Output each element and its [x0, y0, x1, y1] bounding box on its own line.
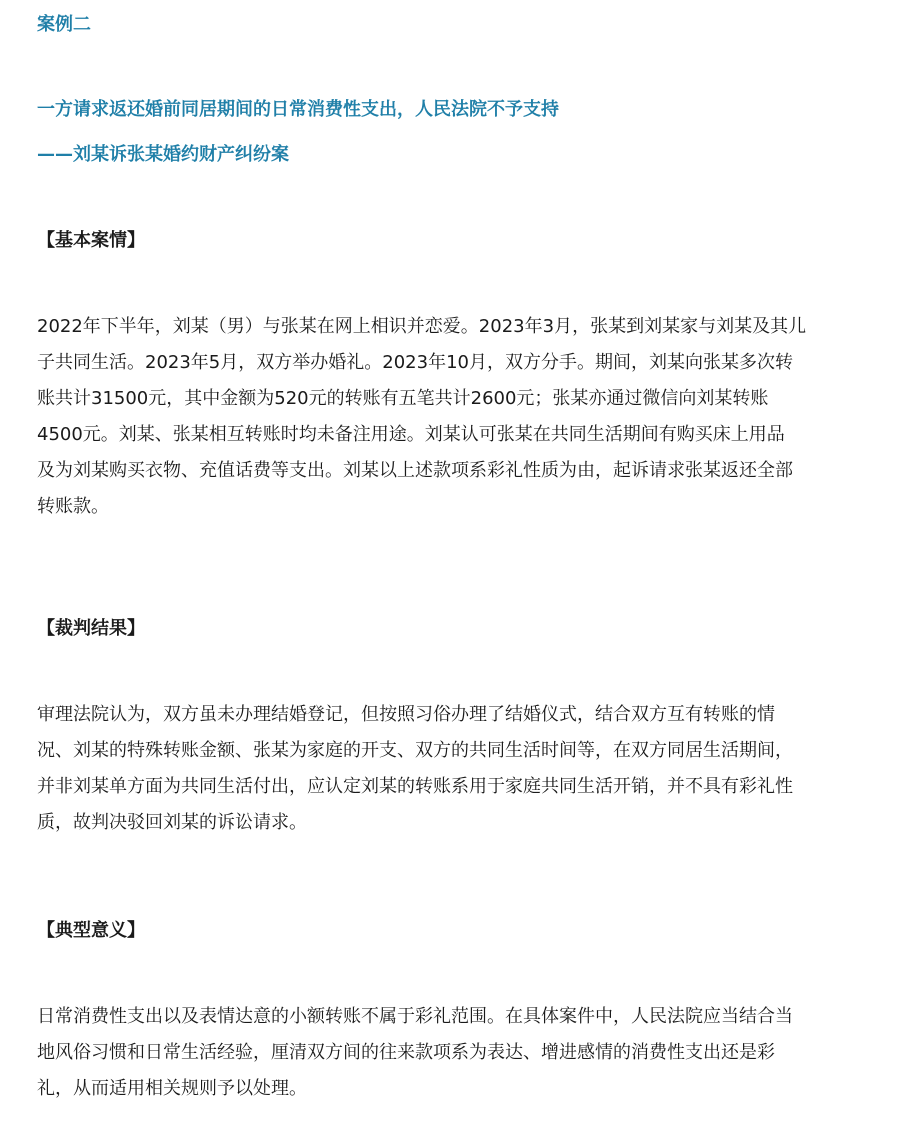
paragraph-line: 子共同生活。2023年5月，双方举办婚礼。2023年10月，双方分手。期间，刘某向张某多次转 — [37, 352, 793, 373]
paragraph-line: 地风俗习惯和日常生活经验，厘清双方间的往来款项系为表达、增进感情的消费性支出还是彩 — [37, 1042, 775, 1063]
paragraph-line: 日常消费性支出以及表情达意的小额转账不属于彩礼范围。在具体案件中，人民法院应当结合当 — [37, 1006, 793, 1027]
paragraph-line: 转账款。 — [37, 496, 109, 517]
case-label: 案例二 — [37, 14, 91, 35]
case-title: 一方请求返还婚前同居期间的日常消费性支出，人民法院不予支持 — [37, 99, 559, 120]
paragraph-line: 及为刘某购买衣物、充值话费等支出。刘某以上述款项系彩礼性质为由，起诉请求张某返还全部 — [37, 460, 793, 481]
paragraph-line: 4500元。刘某、张某相互转账时均未备注用途。刘某认可张某在共同生活期间有购买床上用品 — [37, 424, 785, 445]
paragraph-line: 2022年下半年，刘某（男）与张某在网上相识并恋爱。2023年3月，张某到刘某家与刘某及其儿 — [37, 316, 807, 337]
section-heading-significance: 【典型意义】 — [37, 920, 145, 941]
paragraph-line: 账共计31500元，其中金额为520元的转账有五笔共计2600元；张某亦通过微信向刘某转账 — [37, 388, 769, 409]
paragraph-line: 礼，从而适用相关规则予以处理。 — [37, 1078, 307, 1099]
paragraph-basic-facts — [37, 309, 887, 525]
paragraph-line: 并非刘某单方面为共同生活付出，应认定刘某的转账系用于家庭共同生活开销，并不具有彩礼性 — [37, 776, 793, 797]
paragraph-line: 质，故判决驳回刘某的诉讼请求。 — [37, 812, 307, 833]
case-subtitle: ——刘某诉张某婚约财产纠纷案 — [37, 144, 289, 165]
paragraph-line: 况、刘某的特殊转账金额、张某为家庭的开支、双方的共同生活时间等，在双方同居生活期间， — [37, 740, 793, 761]
paragraph-line: 审理法院认为，双方虽未办理结婚登记，但按照习俗办理了结婚仪式，结合双方互有转账的情 — [37, 704, 775, 725]
section-heading-judgment: 【裁判结果】 — [37, 618, 145, 639]
paragraph-judgment — [37, 697, 887, 841]
paragraph-significance — [37, 999, 887, 1107]
section-heading-basic-facts: 【基本案情】 — [37, 230, 145, 251]
